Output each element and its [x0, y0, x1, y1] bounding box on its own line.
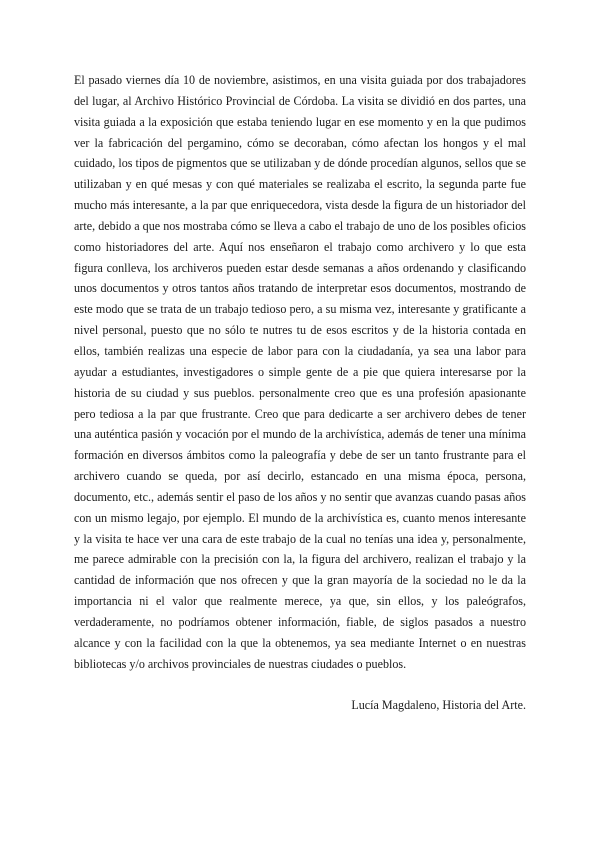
body-paragraph: El pasado viernes día 10 de noviembre, asistimos, en una visita guiada por dos trabajadores del lugar, al Archivo Histórico Provincial de Córdoba. La visita se dividió en dos partes, una visita guiada a la exposición que estaba teniendo lugar en ese momento y en la que pudimos ver la fabricación del pergamino, cómo se decoraban, cómo afectan los hongos y el mal cuidado, los tipos de pigmentos que se utilizaban y de dónde procedían algunos, sellos que se utilizaban y en qué mesas y con qué materiales se realizaba el escrito, la segunda parte fue mucho más interesante, a la par que enriquecedora, vista desde la figura de un historiador del arte, debido a que nos mostraba cómo se lleva a cabo el trabajo de uno de los posibles oficios como historiadores del arte. Aquí nos enseñaron el trabajo como archivero y lo que esta figura conlleva, los archiveros pueden estar desde semanas a años ordenando y clasificando unos documentos y otros tantos años tratando de interpretar esos documentos, mostrando de este modo que se trata de un trabajo tedioso pero, a su misma vez, interesante y gratificante a nivel personal, puesto que no sólo te nutres tu de esos escritos y de la historia contada en ellos, también realizas una especie de labor para con la ciudadanía, ya sea una labor para ayudar a estudiantes, investigadores o simple gente de a pie que quiera interesarse por la historia de su ciudad y sus pueblos. personalmente creo que es una profesión apasionante pero tediosa a la par que frustrante. Creo que para dedicarte a ser archivero debes de tener una auténtica pasión y vocación por el mundo de la archivística, además de tener una mínima formación en diversos ámbitos como la paleografía y debe de ser un tanto frustrante para el archivero cuando se queda, por así decirlo, estancado en una misma época, persona, documento, etc., además sentir el paso de los años y no sentir que avanzas cuando pasas años con un mismo legajo, por ejemplo. El mundo de la archivística es, cuanto menos interesante y la visita te hace ver una cara de este trabajo de la cual no tenías una idea y, personalmente, me parece admirable con la precisión con la, la figura del archivero, realizan el trabajo y la cantidad de información que nos ofrecen y que la gran mayoría de la sociedad no le da la importancia ni el valor que realmente merece, ya que, sin ellos, y los paleógrafos, verdaderamente, no podríamos obtener información, fiable, de siglos pasados a nuestro alcance y con la facilidad con la que la obtenemos, ya sea mediante Internet o en nuestras bibliotecas y/o archivos provinciales de nuestras ciudades o pueblos. [74, 73, 526, 671]
author-signature: Lucía Magdaleno, Historia del Arte. [351, 698, 526, 712]
